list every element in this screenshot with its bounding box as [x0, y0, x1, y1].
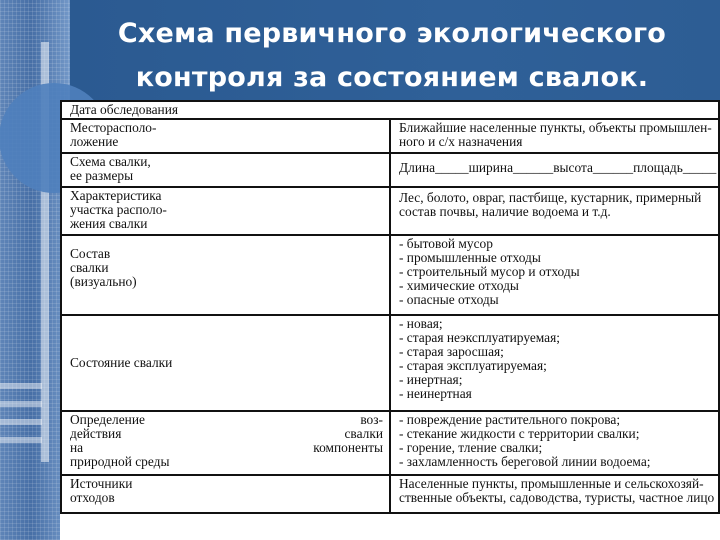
table-row-size — [61, 153, 719, 187]
table-label: Источники — [70, 476, 133, 491]
table-content-cell — [390, 235, 719, 315]
table-content-cell — [390, 153, 719, 187]
table-label-line — [70, 441, 383, 455]
table-label: Состав — [70, 246, 111, 261]
list-item: - опасные отходы — [399, 292, 499, 307]
list-item: - старая заросшая; — [399, 344, 504, 359]
list-item: - горение, тление свалки; — [399, 440, 543, 455]
table-label-cell — [61, 315, 390, 411]
title-line-1: Схема первичного экологического — [117, 18, 667, 49]
table-content-cell — [390, 475, 719, 513]
table-label: Состояние свалки — [70, 355, 173, 370]
list-item: - новая; — [399, 316, 443, 331]
decorative-bar — [0, 437, 42, 443]
ecological-control-table — [60, 100, 720, 514]
table-label: участка располо- — [70, 202, 167, 217]
table-text: Лес, болото, овраг, пастбище, кустарник, примерный — [399, 190, 702, 205]
title-line-2: контроля за состоянием свалок. — [135, 62, 649, 93]
table-label-line — [70, 413, 383, 427]
table-label: Характеристика — [70, 188, 162, 203]
decorative-bar — [0, 401, 42, 407]
table-text: ственные объекты, садоводства, туристы, частное лицо — [399, 490, 715, 505]
table-label: на — [70, 440, 84, 455]
list-item: - старая эксплуатируемая; — [399, 358, 547, 373]
table-label: свалки — [344, 426, 383, 441]
table-label: Определение — [70, 412, 145, 427]
slide-title — [82, 12, 702, 100]
table-label: природной среды — [70, 454, 170, 469]
table-text: ного и с/х назначения — [399, 134, 523, 149]
table-label: действия — [70, 426, 122, 441]
table-label: Месторасполо- — [70, 120, 157, 135]
table-label-cell — [61, 119, 390, 153]
table-row-date — [61, 101, 719, 119]
table-label: свалки — [70, 260, 109, 275]
table-label-cell — [61, 475, 390, 513]
list-item: - строительный мусор и отходы — [399, 264, 580, 279]
table-row-location — [61, 119, 719, 153]
table-content-cell — [390, 315, 719, 411]
table-row-composition — [61, 235, 719, 315]
table-label-line — [70, 427, 383, 441]
list-item: - повреждение растительного покрова; — [399, 412, 621, 427]
table-label: компоненты — [313, 440, 383, 455]
list-item: - химические отходы — [399, 278, 519, 293]
table-label-cell — [61, 411, 390, 475]
table-row-impact — [61, 411, 719, 475]
table-label: воз- — [360, 412, 383, 427]
table-row-sources — [61, 475, 719, 513]
table-text: Ближайшие населенные пункты, объекты промышлен- — [399, 120, 712, 135]
table-content-cell — [390, 119, 719, 153]
table-content-cell — [390, 187, 719, 235]
document-table-panel — [60, 100, 720, 540]
table-label: ее размеры — [70, 168, 134, 183]
decorative-bar — [0, 383, 42, 389]
table-cell-date — [61, 101, 719, 119]
list-item: - захламленность береговой линии водоема; — [399, 454, 651, 469]
decorative-bar — [0, 419, 42, 425]
table-label: ложение — [70, 134, 119, 149]
list-item: - неинертная — [399, 386, 472, 401]
table-label-cell — [61, 187, 390, 235]
table-label: отходов — [70, 490, 115, 505]
table-text: Длина_____ширина______высота______площадь_____ — [399, 160, 717, 175]
list-item: - бытовой мусор — [399, 236, 493, 251]
list-item: - старая неэксплуатируемая; — [399, 330, 560, 345]
table-content-cell — [390, 411, 719, 475]
table-label: (визуально) — [70, 274, 137, 289]
table-label: Дата обследования — [70, 102, 179, 117]
list-item: - инертная; — [399, 372, 463, 387]
list-item: - стекание жидкости с территории свалки; — [399, 426, 640, 441]
list-item: - промышленные отходы — [399, 250, 541, 265]
table-row-state — [61, 315, 719, 411]
table-label-cell — [61, 235, 390, 315]
table-label: жения свалки — [70, 216, 148, 231]
table-label-cell — [61, 153, 390, 187]
table-text: Населенные пункты, промышленные и сельскохозяй- — [399, 476, 704, 491]
table-label: Схема свалки, — [70, 154, 151, 169]
table-row-site — [61, 187, 719, 235]
table-text: состав почвы, наличие водоема и т.д. — [399, 204, 611, 219]
